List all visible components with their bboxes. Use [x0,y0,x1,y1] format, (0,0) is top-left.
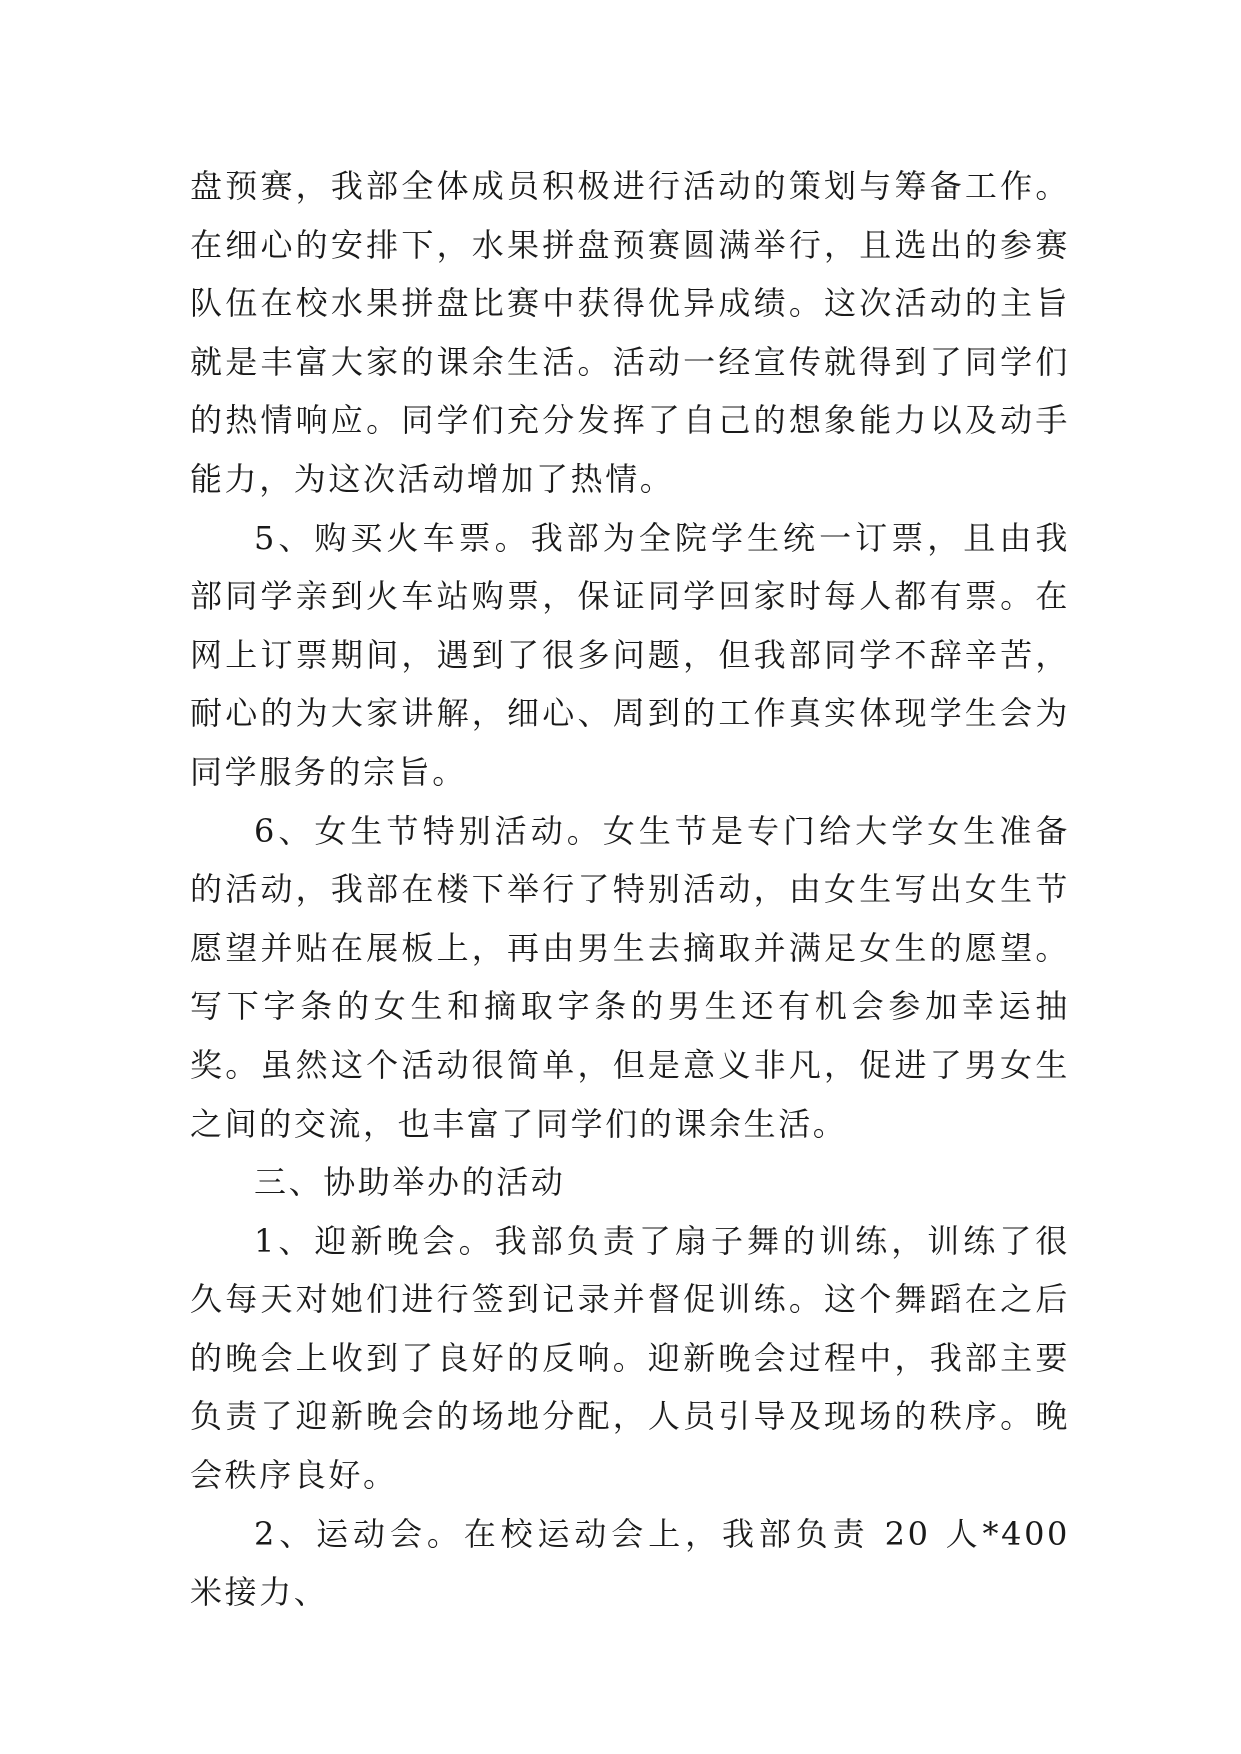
paragraph-welcome-party: 1、迎新晚会。我部负责了扇子舞的训练，训练了很久每天对她们进行签到记录并督促训练。这个舞蹈在之后的晚会上收到了良好的反响。迎新晚会过程中，我部主要负责了迎新晚会的场地分配，人员引导及现场的秩序。晚会秩序良好。 [190,1221,1070,1495]
paragraph-girls-day: 6、女生节特别活动。女生节是专门给大学女生准备的活动，我部在楼下举行了特别活动，由女生写出女生节愿望并贴在展板上，再由男生去摘取并满足女生的愿望。写下字条的女生和摘取字条的男生还有机会参加幸运抽奖。虽然这个活动很简单，但是意义非凡，促进了男女生之间的交流，也丰富了同学们的课余生活。 [190,811,1070,1143]
paragraph-fruit-platter: 盘预赛，我部全体成员积极进行活动的策划与筹备工作。在细心的安排下，水果拼盘预赛圆满举行，且选出的参赛队伍在校水果拼盘比赛中获得优异成绩。这次活动的主旨就是丰富大家的课余生活。活动一经宣传就得到了同学们的热情响应。同学们充分发挥了自己的想象能力以及动手能力，为这次活动增加了热情。 [190,167,1070,498]
section-heading-assisted-activities: 三、协助举办的活动 [254,1163,566,1202]
paragraph-sports-meet: 2、运动会。在校运动会上，我部负责 20 人*400 米接力、 [190,1514,1070,1612]
document-body [190,157,1070,1622]
paragraph-train-tickets: 5、购买火车票。我部为全院学生统一订票，且由我部同学亲到火车站购票，保证同学回家时每人都有票。在网上订票期间，遇到了很多问题，但我部同学不辞辛苦，耐心的为大家讲解，细心、周到的工作真实体现学生会为同学服务的宗旨。 [190,518,1070,791]
